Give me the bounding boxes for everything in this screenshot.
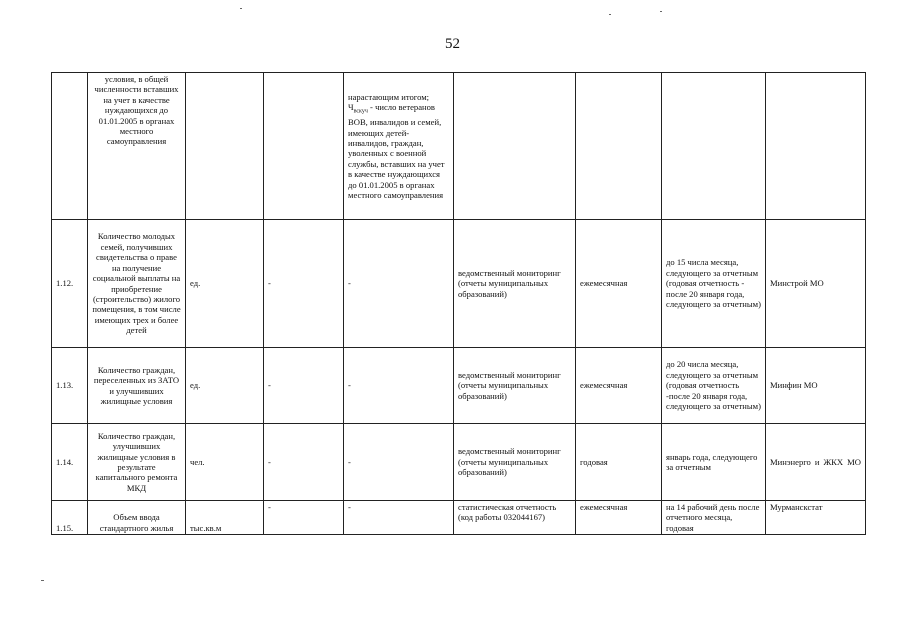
reporting-deadline: январь года, следующего за отчетным: [662, 424, 766, 501]
column-4-value: -: [264, 348, 344, 424]
table-row: [52, 220, 866, 348]
reporting-periodicity: ежемесячная: [576, 220, 662, 348]
scan-speck: [660, 11, 662, 12]
table-row: [52, 348, 866, 424]
indicators-table: [51, 72, 866, 535]
responsible-agency: Мурманскстат: [766, 501, 866, 535]
indicator-name: условия, в общей численности вставших на учет в качестве нуждающихся до 01.01.2005 в органах местного самоуправления: [88, 73, 186, 220]
reporting-periodicity: ежемесячная: [576, 348, 662, 424]
page-number: 52: [445, 36, 460, 52]
table-row: [52, 501, 866, 535]
scan-speck: [609, 14, 611, 15]
column-4-value: [264, 73, 344, 220]
unit-of-measure: чел.: [186, 424, 264, 501]
calculation-formula: -: [344, 220, 454, 348]
row-number: [52, 73, 88, 220]
unit-of-measure: ед.: [186, 220, 264, 348]
unit-of-measure: ед.: [186, 348, 264, 424]
reporting-periodicity: ежемесячная: [576, 501, 662, 535]
column-4-value: -: [264, 501, 344, 535]
table-row: [52, 424, 866, 501]
responsible-agency: Минстрой МО: [766, 220, 866, 348]
reporting-deadline: до 20 числа месяца, следующего за отчетным (годовая отчетность -после 20 января года, следующего за отчетным): [662, 348, 766, 424]
row-number: 1.14.: [52, 424, 88, 501]
scan-speck: [41, 580, 44, 581]
column-4-value: -: [264, 220, 344, 348]
unit-of-measure: [186, 73, 264, 220]
reporting-deadline: до 15 числа месяца, следующего за отчетным (годовая отчетность - после 20 января года, следующего за отчетным): [662, 220, 766, 348]
column-4-value: -: [264, 424, 344, 501]
data-collection-method: ведомственный мониторинг (отчеты муниципальных образований): [454, 220, 576, 348]
row-number: 1.15.: [52, 501, 88, 535]
responsible-agency: [766, 73, 866, 220]
reporting-periodicity: [576, 73, 662, 220]
row-number: 1.12.: [52, 220, 88, 348]
data-collection-method: ведомственный мониторинг (отчеты муниципальных образований): [454, 424, 576, 501]
indicator-name: Количество граждан, улучшивших жилищные условия в результате капитального ремонта МКД: [88, 424, 186, 501]
reporting-deadline: на 14 рабочий день после отчетного месяца, годовая: [662, 501, 766, 535]
data-collection-method: [454, 73, 576, 220]
reporting-periodicity: годовая: [576, 424, 662, 501]
responsible-agency: Минэнерго и ЖКХ МО: [766, 424, 866, 501]
row-number: 1.13.: [52, 348, 88, 424]
indicator-name: Объем ввода стандартного жилья: [88, 501, 186, 535]
data-collection-method: ведомственный мониторинг (отчеты муниципальных образований): [454, 348, 576, 424]
calculation-formula: нарастающим итогом; $Ч_{вскуч}$ - число ветеранов ВОВ, инвалидов и семей, имеющих детей-инвалидов, граждан, уволенных с военной службы, вставших на учет в качестве нуждающихся до 01.01.2005 в органах местного самоуправления: [344, 73, 454, 220]
scan-speck: [240, 8, 242, 9]
table-row: [52, 73, 866, 220]
indicator-name: Количество молодых семей, получивших свидетельства о праве на получение социальной выплаты на приобретение (строительство) жилого помещения, в том числе имеющих трех и более детей: [88, 220, 186, 348]
data-collection-method: статистическая отчетность (код работы 032044167): [454, 501, 576, 535]
indicator-name: Количество граждан, переселенных из ЗАТО и улучшивших жилищные условия: [88, 348, 186, 424]
unit-of-measure: тыс.кв.м: [186, 501, 264, 535]
calculation-formula: -: [344, 501, 454, 535]
responsible-agency: Минфин МО: [766, 348, 866, 424]
reporting-deadline: [662, 73, 766, 220]
calculation-formula: -: [344, 424, 454, 501]
calculation-formula: -: [344, 348, 454, 424]
